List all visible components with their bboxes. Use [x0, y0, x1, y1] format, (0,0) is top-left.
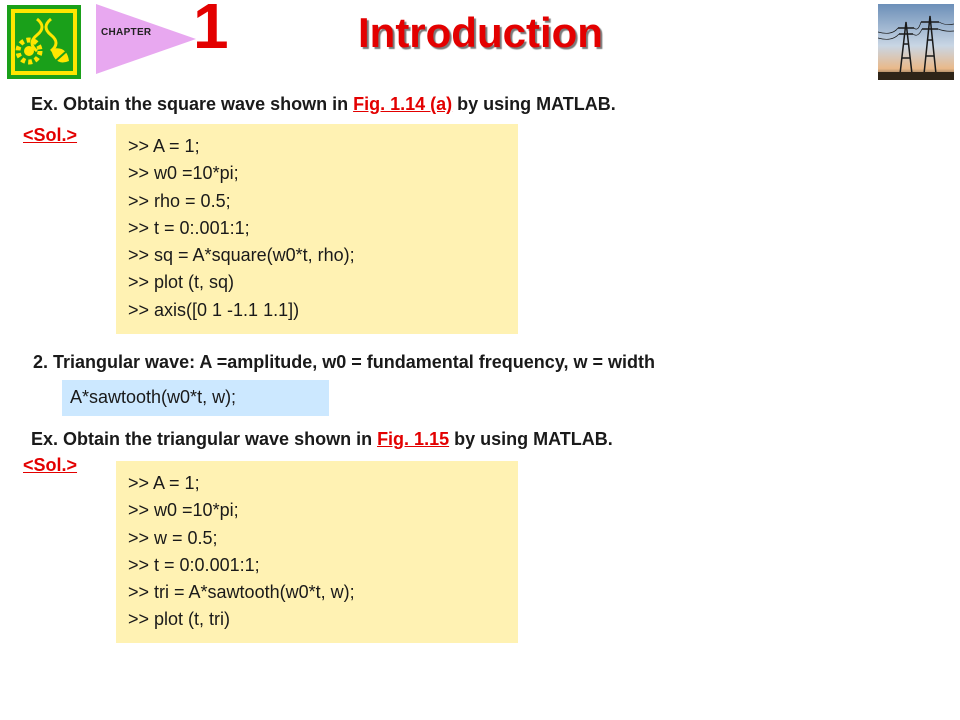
code-line: >> A = 1;: [128, 136, 200, 156]
code-line: >> axis([0 1 -1.1 1.1]): [128, 299, 300, 320]
code-line: >> w0 =10*pi;: [128, 163, 239, 184]
example2-prefix: Ex. Obtain the triangular wave shown in: [31, 429, 378, 449]
example2-heading: [31, 429, 613, 450]
solution-label-2: <Sol.>: [23, 455, 78, 475]
sawtooth-syntax-box: A*sawtooth(w0*t, w);: [62, 380, 329, 416]
example2-suffix: by using MATLAB.: [449, 429, 613, 449]
code-line: >> tri = A*sawtooth(w0*t, w);: [128, 582, 355, 603]
power-towers-photo: [878, 4, 954, 80]
chapter-label: CHAPTER: [101, 27, 152, 38]
code-line: >> plot (t, tri): [128, 609, 231, 630]
code-line: >> w0 =10*pi;: [128, 500, 239, 521]
code-line: >> A = 1;: [128, 473, 200, 493]
code-line: >> plot (t, sq): [128, 272, 235, 293]
example1-suffix: by using MATLAB.: [452, 94, 616, 114]
figure-ref-1-15[interactable]: Fig. 1.15: [377, 429, 450, 449]
code-line: >> rho = 0.5;: [128, 190, 231, 211]
code-line: >> t = 0:.001:1;: [128, 217, 250, 238]
list-number: 2.: [33, 352, 49, 372]
triangular-description: Triangular wave: A =amplitude, w0 = fundamental frequency, w = width: [53, 352, 655, 372]
code-block-square-wave: [116, 124, 518, 334]
example1-heading: [31, 94, 616, 115]
chapter-arrow-shape: [96, 4, 196, 74]
page-title: Introduction: [358, 9, 603, 56]
triangular-wave-heading: [33, 352, 655, 373]
university-logo-icon: [7, 5, 81, 79]
figure-ref-1-14a[interactable]: Fig. 1.14 (a): [353, 94, 453, 114]
chapter-number: 1: [193, 0, 229, 62]
code-line: >> t = 0:0.001:1;: [128, 554, 260, 575]
code-block-triangular-wave: [116, 461, 518, 643]
code-line: >> sq = A*square(w0*t, rho);: [128, 245, 355, 266]
solution-label-1: <Sol.>: [23, 125, 78, 145]
code-line: >> w = 0.5;: [128, 527, 218, 548]
example1-prefix: Ex. Obtain the square wave shown in: [31, 94, 354, 114]
